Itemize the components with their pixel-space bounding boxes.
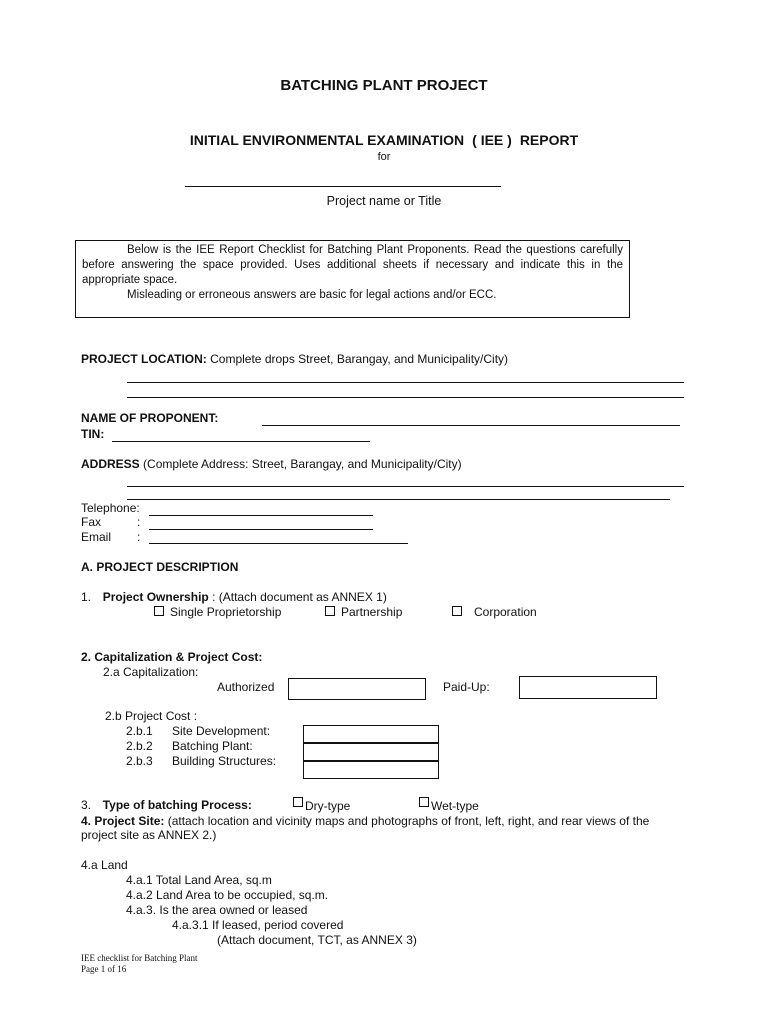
address-label: ADDRESS [81,457,140,471]
instructions-paragraph: Below is the IEE Report Checklist for Batching Plant Proponents. Read the questions carefully before answering the space provided. Uses additional sheets if necessary and indicate this in the appropriate space. [82,244,623,286]
address-desc: (Complete Address: Street, Barangay, and Municipality/City) [143,457,462,471]
subtitle-part2: ( IEE ) [472,132,512,148]
ownership-row [81,590,387,604]
checkbox-icon[interactable] [325,606,335,616]
cost-item-label: Site Development: [172,724,271,738]
project-location-label: PROJECT LOCATION: [81,352,207,366]
land-attach-note: (Attach document, TCT, as ANNEX 3) [217,933,417,947]
option-label: Dry-type [305,799,351,813]
checkbox-icon[interactable] [293,797,303,807]
paid-up-label: Paid-Up: [443,680,490,694]
tin-label: TIN: [81,427,105,441]
checkbox-icon[interactable] [419,797,429,807]
address-line-1[interactable] [127,486,684,487]
land-item: 4.a.2 Land Area to be occupied, sq.m. [126,888,329,902]
ownership-desc: : (Attach document as ANNEX 1) [212,590,387,604]
proponent-label: NAME OF PROPONENT: [81,411,219,425]
project-cost-sub-b: 2.b Project Cost : [105,709,198,723]
cost-item-num: 2.b.2 [126,739,153,753]
project-site-desc-2: project site as ANNEX 2.) [81,828,217,842]
project-name-line[interactable] [185,186,501,187]
email-label: Email [81,530,112,544]
ownership-option-partnership[interactable] [325,605,402,619]
option-label: Partnership [341,605,403,619]
cost-item-num: 2.b.1 [126,724,153,738]
ownership-option-single[interactable] [154,605,281,619]
land-lease-item: 4.a.3.1 If leased, period covered [172,918,344,932]
cost-item-label: Building Structures: [172,754,277,768]
section-a-heading: A. PROJECT DESCRIPTION [81,560,239,574]
footer-page-number: Page 1 of 16 [81,964,127,974]
fax-label: Fax [81,515,102,529]
checkbox-icon[interactable] [154,606,164,616]
project-location-line-2[interactable] [127,397,684,398]
subtitle-part3: REPORT [519,132,579,148]
proponent-name-line[interactable] [262,425,680,426]
subtitle-part1: INITIAL ENVIRONMENTAL EXAMINATION [189,132,465,148]
warning-paragraph: Misleading or erroneous answers are basic for legal actions and/or ECC. [127,289,497,301]
for-label: for [377,151,391,163]
project-location-line-1[interactable] [127,382,684,383]
capitalization-sub-a: 2.a Capitalization: [103,665,199,679]
option-label: Single Proprietorship [170,605,282,619]
site-development-input[interactable] [303,725,439,743]
batching-label: Type of batching Process: [102,798,252,812]
land-heading: 4.a Land [81,858,128,872]
address-line-2[interactable] [127,499,670,500]
email-line[interactable] [149,543,408,544]
dry-type-option[interactable] [293,797,350,813]
batching-process-row [81,798,252,812]
telephone-line[interactable] [149,515,373,516]
land-item: 4.a.3. Is the area owned or leased [126,903,308,917]
telephone-label: Telephone: [81,501,140,515]
project-site-row [81,814,649,828]
option-label: Wet-type [431,799,479,813]
project-location-row [81,352,508,366]
document-title: BATCHING PLANT PROJECT [280,77,488,94]
cost-item-num: 2.b.3 [126,754,153,768]
batching-plant-input[interactable] [303,743,439,761]
footer-doc-name: IEE checklist for Batching Plant [81,953,198,963]
project-site-label: 4. Project Site: [81,814,165,828]
project-location-desc: Complete drops Street, Barangay, and Municipality/City) [210,352,509,366]
instructions-box [75,240,630,318]
batching-num: 3. [81,798,92,812]
ownership-label: Project Ownership [102,590,209,604]
document-subtitle [0,132,768,148]
project-name-label: Project name or Title [326,194,442,208]
ownership-option-corporation[interactable] [452,605,537,619]
wet-type-option[interactable] [419,797,479,813]
email-colon: : [137,530,141,544]
paid-up-input[interactable] [519,676,657,699]
tin-line[interactable] [112,441,370,442]
capitalization-heading: 2. Capitalization & Project Cost: [81,650,263,664]
checkbox-icon[interactable] [452,606,462,616]
option-label: Corporation [474,605,537,619]
cost-item-label: Batching Plant: [172,739,253,753]
authorized-label: Authorized [217,680,275,694]
address-row [81,457,462,471]
authorized-input[interactable] [288,678,426,700]
ownership-num: 1. [81,590,92,604]
building-structures-input[interactable] [303,761,439,779]
fax-line[interactable] [149,529,373,530]
project-site-desc: (attach location and vicinity maps and photographs of front, left, right, and rear views of the [164,814,650,828]
land-item: 4.a.1 Total Land Area, sq.m [126,873,272,887]
fax-colon: : [137,515,141,529]
